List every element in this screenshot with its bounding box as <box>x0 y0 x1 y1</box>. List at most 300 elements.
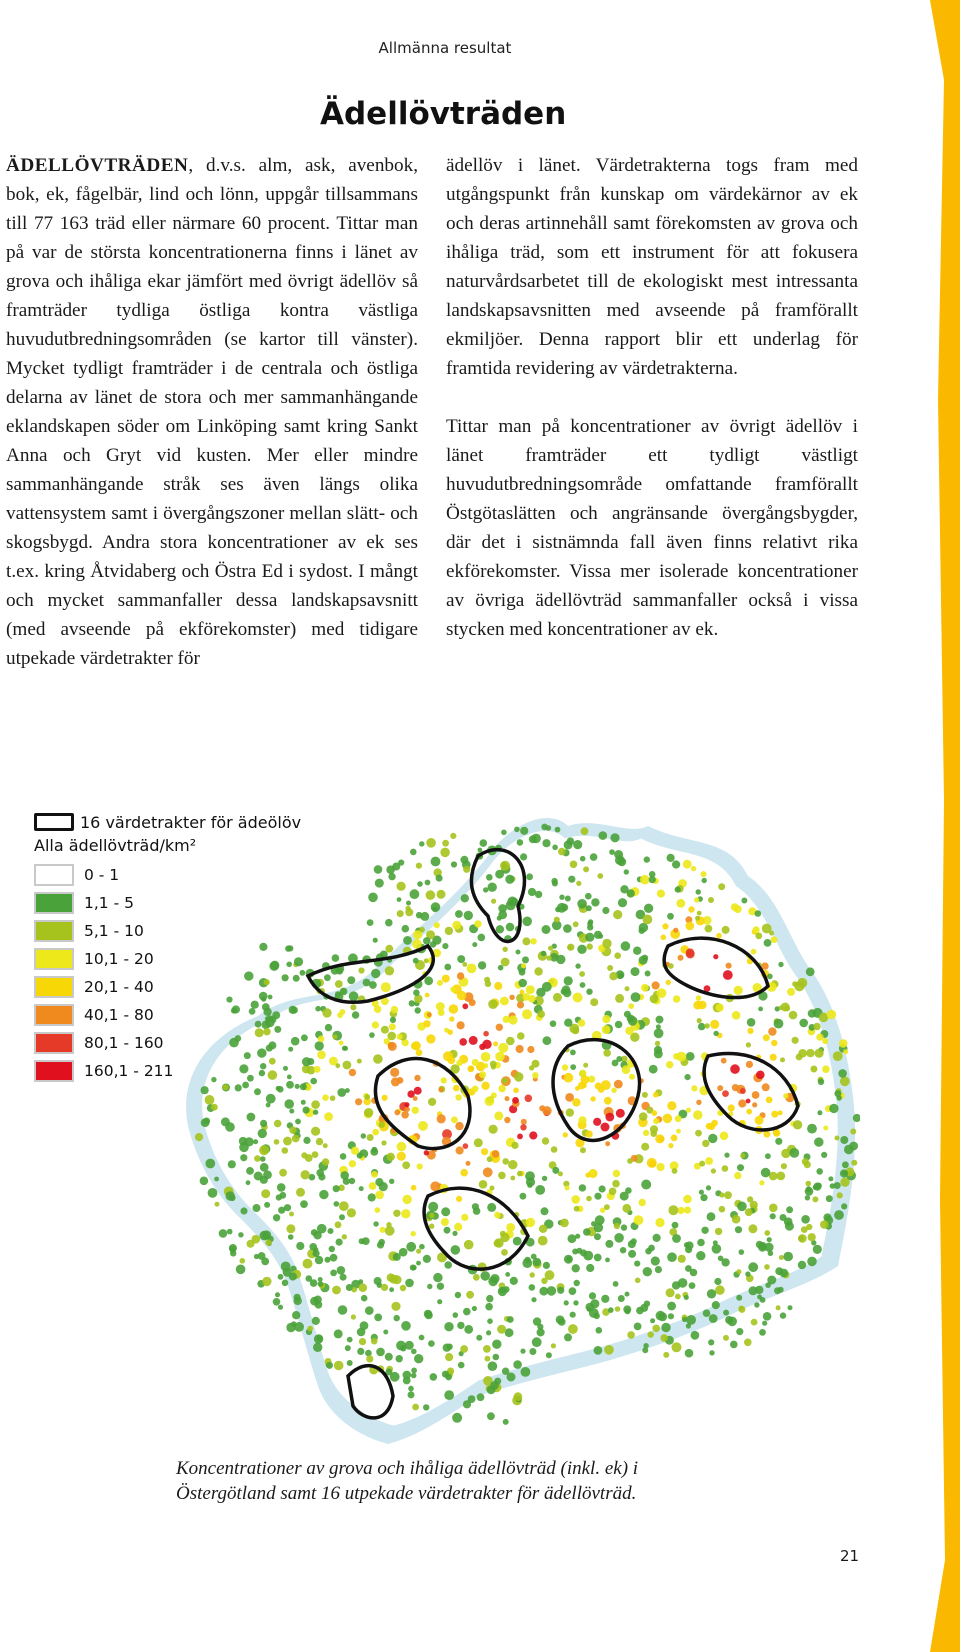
density-dot <box>258 1129 267 1138</box>
density-dot <box>416 1249 421 1254</box>
density-dot <box>813 1023 820 1030</box>
density-dot <box>461 894 469 902</box>
density-dot <box>487 1318 493 1324</box>
density-dot <box>375 879 384 888</box>
density-dot <box>827 1010 836 1019</box>
density-dot <box>568 1234 577 1243</box>
density-dot <box>412 1404 419 1411</box>
density-dot <box>786 1206 793 1213</box>
density-dot <box>576 1248 582 1254</box>
density-dot <box>517 1001 524 1008</box>
density-dot <box>764 939 772 947</box>
density-dot <box>656 1163 664 1171</box>
density-dot <box>289 1109 294 1114</box>
density-dot <box>315 1041 324 1050</box>
density-dot <box>506 1037 515 1046</box>
density-dot <box>397 1152 406 1161</box>
density-dot <box>570 1050 576 1056</box>
density-dot <box>195 1133 203 1141</box>
density-dot <box>604 1097 612 1105</box>
density-dot <box>546 1352 552 1358</box>
legend-frame-label: 16 värdetrakter för ädeölöv <box>80 812 302 832</box>
density-dot <box>444 1322 453 1331</box>
density-dot <box>686 1323 691 1328</box>
density-dot <box>686 1315 696 1325</box>
density-dot <box>732 1084 739 1091</box>
density-dot <box>481 1148 488 1155</box>
density-dot <box>691 1085 697 1091</box>
density-dot <box>551 1343 556 1348</box>
density-dot <box>615 1306 621 1312</box>
density-dot <box>498 1085 505 1092</box>
density-dot <box>655 1134 664 1143</box>
density-dot <box>418 1121 428 1131</box>
density-dot <box>502 1368 509 1375</box>
density-dot <box>330 1270 337 1277</box>
density-dot <box>771 936 778 943</box>
density-dot <box>740 1088 746 1094</box>
density-dot <box>802 1158 809 1165</box>
density-dot <box>508 1015 517 1024</box>
density-dot <box>498 965 504 971</box>
density-dot <box>783 1252 793 1262</box>
density-dot <box>413 958 419 964</box>
density-dot <box>517 1134 523 1140</box>
density-dot <box>603 1049 611 1057</box>
density-dot <box>542 1137 549 1144</box>
density-dot <box>436 875 443 882</box>
density-dot <box>644 856 650 862</box>
density-dot <box>609 849 615 855</box>
density-dot <box>258 1252 266 1260</box>
density-dot <box>587 921 593 927</box>
density-dot <box>565 1186 570 1191</box>
density-dot <box>808 1233 816 1241</box>
density-dot <box>347 1337 353 1343</box>
density-dot <box>412 1107 419 1114</box>
density-dot <box>840 1178 849 1187</box>
density-dot <box>789 1148 799 1158</box>
density-dot <box>666 1061 673 1068</box>
density-dot <box>593 1118 601 1126</box>
density-dot <box>325 1024 332 1031</box>
density-dot <box>683 860 692 869</box>
density-dot <box>818 1079 824 1085</box>
density-dot <box>472 1086 479 1093</box>
density-dot <box>807 1124 817 1134</box>
density-dot <box>586 1196 592 1202</box>
density-dot <box>411 1373 417 1379</box>
density-dot <box>555 827 561 833</box>
density-dot <box>285 945 291 951</box>
density-dot <box>808 1009 816 1017</box>
density-dot <box>392 1275 401 1284</box>
legend-class-label: 1,1 - 5 <box>84 894 134 912</box>
density-dot <box>792 1037 799 1044</box>
density-dot <box>580 982 586 988</box>
density-dot <box>411 1265 416 1270</box>
density-dot <box>698 1001 707 1010</box>
density-dot <box>564 1333 572 1341</box>
legend-swatch <box>34 864 74 886</box>
page-number: 21 <box>840 1547 860 1565</box>
density-dot <box>644 904 653 913</box>
body-column-left <box>6 151 418 673</box>
density-dot <box>532 1337 542 1347</box>
density-dot <box>276 1086 281 1091</box>
density-dot <box>564 1300 569 1305</box>
density-dot <box>581 827 589 835</box>
density-dot <box>335 1221 342 1228</box>
density-dot <box>838 1069 847 1078</box>
density-dot <box>457 1322 464 1329</box>
density-dot <box>462 1003 468 1009</box>
density-dot <box>253 1204 261 1212</box>
density-dot <box>431 902 441 912</box>
density-dot <box>668 1205 678 1215</box>
density-dot <box>668 1313 674 1319</box>
density-dot <box>235 1035 242 1042</box>
density-dot <box>443 1344 451 1352</box>
density-dot <box>585 893 592 900</box>
density-dot <box>419 1244 425 1250</box>
density-dot <box>605 1240 613 1248</box>
density-dot <box>655 1266 662 1273</box>
density-dot <box>488 1361 498 1371</box>
density-dot <box>663 1114 673 1124</box>
density-dot <box>520 1349 525 1354</box>
density-dot <box>364 1094 370 1100</box>
density-dot <box>441 1207 450 1216</box>
density-dot <box>511 1142 518 1149</box>
density-dot <box>562 985 571 994</box>
density-dot <box>517 1032 525 1040</box>
density-dot <box>678 1278 688 1288</box>
density-dot <box>381 1026 389 1034</box>
density-dot <box>693 1110 702 1119</box>
density-dot <box>433 1273 442 1282</box>
density-dot <box>371 1171 378 1178</box>
density-dot <box>755 1116 764 1125</box>
density-dot <box>425 993 430 998</box>
density-dot <box>738 1306 745 1313</box>
density-dot <box>529 1131 537 1139</box>
density-dot <box>696 1100 701 1105</box>
density-dot <box>708 897 714 903</box>
density-dot <box>586 905 592 911</box>
density-dot <box>300 1200 308 1208</box>
density-dot <box>667 854 675 862</box>
density-dot <box>503 1016 510 1023</box>
density-dot <box>294 1297 302 1305</box>
density-dot <box>649 1065 658 1074</box>
density-dot <box>573 1300 578 1305</box>
density-dot <box>602 1025 611 1034</box>
density-dot <box>657 890 665 898</box>
density-dot <box>537 1010 545 1018</box>
density-dot <box>678 1255 686 1263</box>
density-dot <box>405 906 410 911</box>
density-dot <box>672 1222 679 1229</box>
density-dot <box>762 1321 767 1326</box>
density-dot <box>441 1218 449 1226</box>
density-dot <box>747 1018 756 1027</box>
density-dot <box>780 1312 786 1318</box>
density-dot <box>282 1147 289 1154</box>
density-dot <box>712 1244 722 1254</box>
density-dot <box>654 1028 664 1038</box>
density-dot <box>505 875 514 884</box>
density-dot <box>574 1206 580 1212</box>
density-dot <box>594 1346 603 1355</box>
density-dot <box>338 1305 348 1315</box>
density-dot <box>521 1119 527 1125</box>
density-dot <box>739 1249 745 1255</box>
density-dot <box>227 1229 233 1235</box>
density-dot <box>358 967 364 973</box>
density-dot <box>466 1291 474 1299</box>
density-dot <box>815 1049 824 1058</box>
density-dot <box>349 1160 356 1167</box>
density-dot <box>391 1302 400 1311</box>
density-dot <box>424 1310 432 1318</box>
density-dot <box>587 943 593 949</box>
density-dot <box>651 1256 660 1265</box>
density-dot <box>296 1188 305 1197</box>
density-dot <box>696 1251 705 1260</box>
density-dot <box>274 1120 282 1128</box>
density-dot <box>572 1264 580 1272</box>
density-dot <box>612 1180 620 1188</box>
density-dot <box>843 1049 848 1054</box>
density-dot <box>594 1254 602 1262</box>
density-dot <box>416 1261 421 1266</box>
density-dot <box>474 1138 483 1147</box>
density-dot <box>644 1301 650 1307</box>
density-dot <box>526 985 535 994</box>
density-dot <box>417 1163 423 1169</box>
density-dot <box>309 1243 317 1251</box>
density-dot <box>200 1177 209 1186</box>
density-dot <box>529 1284 536 1291</box>
density-dot <box>419 1335 425 1341</box>
density-dot <box>702 1140 709 1147</box>
density-dot <box>454 1223 462 1231</box>
density-dot <box>700 1194 707 1201</box>
density-dot <box>666 1288 675 1297</box>
density-dot <box>275 1292 280 1297</box>
density-dot <box>381 982 391 992</box>
density-dot <box>437 1283 444 1290</box>
density-dot <box>530 938 536 944</box>
density-dot <box>463 866 470 873</box>
density-dot <box>264 979 270 985</box>
density-dot <box>655 1041 660 1046</box>
density-dot <box>697 1239 705 1247</box>
density-dot <box>840 1076 850 1086</box>
density-dot <box>211 1104 218 1111</box>
density-dot <box>567 945 572 950</box>
density-dot <box>779 1269 788 1278</box>
density-dot <box>517 839 524 846</box>
density-dot <box>390 1017 396 1023</box>
density-dot <box>263 1170 272 1179</box>
density-dot <box>340 1274 347 1281</box>
density-dot <box>605 1113 614 1122</box>
density-dot <box>205 1095 215 1105</box>
density-dot <box>423 1404 429 1410</box>
density-dot <box>639 956 648 965</box>
density-dot <box>423 1020 430 1027</box>
density-dot <box>365 1350 372 1357</box>
density-dot <box>736 1295 742 1301</box>
density-dot <box>614 1080 623 1089</box>
density-dot <box>437 1114 446 1123</box>
density-dot <box>388 873 395 880</box>
density-dot <box>416 863 422 869</box>
density-dot <box>709 1314 718 1323</box>
density-dot <box>695 1130 702 1137</box>
density-dot <box>412 939 422 949</box>
density-dot <box>507 1316 514 1323</box>
density-dot <box>590 1170 595 1175</box>
density-dot <box>780 1057 785 1062</box>
density-dot <box>255 1028 264 1037</box>
legend-class-label: 20,1 - 40 <box>84 978 154 996</box>
density-dot <box>608 1307 614 1313</box>
density-dot <box>792 981 798 987</box>
density-dot <box>473 1207 481 1215</box>
density-dot <box>456 1196 462 1202</box>
density-dot <box>663 1352 669 1358</box>
density-dot <box>476 1335 482 1341</box>
density-dot <box>757 1295 762 1300</box>
density-dot <box>366 1355 373 1362</box>
density-dot <box>502 1158 509 1165</box>
density-dot <box>594 1193 601 1200</box>
density-dot <box>576 881 581 886</box>
density-dot <box>555 907 561 913</box>
density-dot <box>746 1109 752 1115</box>
density-dot <box>621 941 631 951</box>
density-dot <box>538 1236 548 1246</box>
density-dot <box>347 1360 353 1366</box>
density-dot <box>411 1042 418 1049</box>
density-dot <box>705 1157 713 1165</box>
density-dot <box>492 1150 500 1158</box>
density-dot <box>347 1208 356 1217</box>
density-dot <box>613 1170 620 1177</box>
density-dot <box>457 972 464 979</box>
density-dot <box>455 1122 463 1130</box>
density-dot <box>805 1195 810 1200</box>
density-dot <box>518 979 527 988</box>
density-dot <box>520 1193 527 1200</box>
density-dot <box>611 1088 616 1093</box>
density-dot <box>328 1228 334 1234</box>
density-dot <box>744 1339 752 1347</box>
density-dot <box>566 1256 572 1262</box>
density-dot <box>768 1251 774 1257</box>
density-dot <box>607 965 613 971</box>
density-dot <box>505 1096 510 1101</box>
density-dot <box>755 1286 763 1294</box>
density-dot <box>355 1098 362 1105</box>
density-dot <box>300 1083 307 1090</box>
density-dot <box>273 1214 280 1221</box>
density-dot <box>594 1233 601 1240</box>
density-dot <box>711 1168 716 1173</box>
density-dot <box>837 1192 843 1198</box>
density-dot <box>397 882 406 891</box>
density-dot <box>708 1134 717 1143</box>
density-dot <box>223 1084 229 1090</box>
density-dot <box>528 888 536 896</box>
density-dot <box>460 856 468 864</box>
density-dot <box>490 1274 499 1283</box>
density-dot <box>374 1314 382 1322</box>
density-dot <box>552 881 558 887</box>
density-dot <box>768 1027 776 1035</box>
density-dot <box>413 989 420 996</box>
density-dot <box>685 1349 694 1358</box>
density-dot <box>683 1195 692 1204</box>
density-dot <box>718 1256 724 1262</box>
density-dot <box>526 1177 535 1186</box>
density-dot <box>397 1142 407 1152</box>
legend-swatch <box>34 976 74 998</box>
density-dot <box>339 1041 344 1046</box>
density-dot <box>457 1021 465 1029</box>
density-dot <box>524 1257 531 1264</box>
density-dot <box>251 1001 259 1009</box>
density-dot <box>707 1289 716 1298</box>
density-dot <box>756 1071 765 1080</box>
density-dot <box>282 1280 289 1287</box>
density-dot <box>261 1189 270 1198</box>
density-dot <box>810 1066 817 1073</box>
density-dot <box>264 1202 270 1208</box>
density-dot <box>485 1356 491 1362</box>
density-dot <box>391 1006 398 1013</box>
density-dot <box>741 898 747 904</box>
density-dot <box>413 1096 418 1101</box>
density-dot <box>653 1234 661 1242</box>
density-dot <box>652 1110 658 1116</box>
density-dot <box>522 937 530 945</box>
density-dot <box>564 1019 572 1027</box>
density-dot <box>375 1191 384 1200</box>
density-dot <box>541 1278 547 1284</box>
density-dot <box>653 1118 659 1124</box>
density-dot <box>747 1028 753 1034</box>
density-dot <box>255 1021 262 1028</box>
density-dot <box>397 1034 403 1040</box>
density-dot <box>734 986 743 995</box>
density-dot <box>723 970 733 980</box>
density-dot <box>551 1146 558 1153</box>
density-dot <box>704 1023 709 1028</box>
density-dot <box>262 1277 271 1286</box>
density-dot <box>787 988 795 996</box>
density-dot <box>537 1328 545 1336</box>
density-dot <box>601 1295 609 1303</box>
density-dot <box>560 1219 569 1228</box>
density-dot <box>609 972 617 980</box>
density-dot <box>339 1201 349 1211</box>
density-dot <box>385 966 394 975</box>
density-dot <box>295 1119 301 1125</box>
